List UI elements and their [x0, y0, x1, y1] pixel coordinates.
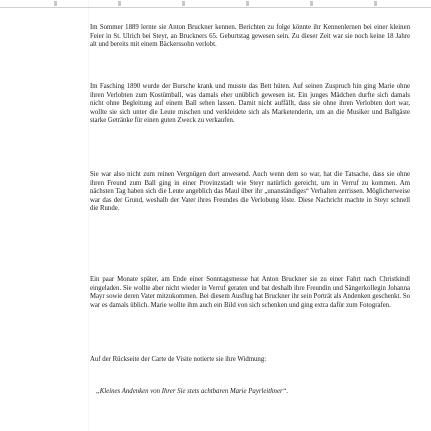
paragraph-first-meeting: Im Sommer 1889 lernte sie Anton Bruckner kennen. Berichten zu folge könnte ihr Kennenlernen bei einer kleinen Feier in St. Ulrich bei Steyr, an Bruckners 65. Geburtstag gewesen sein. Zu dieser Zeit war sie noch keine 18 Jahre alt und bereits mit einem Bäckerssohn verlobt.: [90, 24, 410, 49]
page-edge-mark: [54, 1, 57, 6]
paragraph-dedication-intro: Auf der Rückseite der Carte de Visite notierte sie ihre Widmung:: [90, 356, 267, 363]
paragraph-christkindl-trip: Ein paar Monate später, am Ende einer Sonntagsmesse hat Anton Bruckner sie zu einer Fahrt nach Christkindl eingeladen. Sie wollte aber nicht wieder in Verruf geraten und bat deshalb ihre Freundin und Sängerkollegin Johanna Mayr sowie deren Vater mitzukommen. Bei diesem Ausflug hat Bruckner ihr sein Porträt als Andenken geschenkt. So war es damals üblich. Marie wollte ihm auch ein Bild von sich schenken und ging extra dafür zum Fotografen.: [90, 276, 411, 309]
dedication-quote: „Kleines Andenken von Ihrer Sie stets achtbaren Marie Payrleithner“.: [96, 388, 289, 395]
paragraph-fasching-ball: Im Fasching 1890 wurde der Bursche krank und musste das Bett hüten. Auf seinen Zuspruch hin ging Marie ohne ihren Verlobten zum Kostümball, was damals eher unüblich gewesen ist. Ein junges Mädchen durfte sich damals nicht ohne Begleitung auf einem Ball sehen lassen. Damit nicht auffällt, dass sie ohne ihren Verlobten dort war, wollte sie sich unter die Leute mischen und verkleidete sich als Marketenderin, um an die Musiker und Ballgäste starke Getränke für einen guten Zweck zu verkaufen.: [90, 83, 410, 125]
page-edge-mark: [182, 1, 185, 6]
page-edge-mark: [310, 1, 313, 6]
page-edge-mark: [374, 1, 377, 6]
page-edge-mark: [118, 1, 121, 6]
paragraph-reputation: Sie war also nicht zum reinen Vergnügen dort anwesend. Auch wenn dem so war, hat die Tatsache, dass sie ohne ihren Freund zum Ball ging in einer Provinzstadt wie Steyr natürlich gereicht, um in Verruf zu kommen. Am nächsten Tag haben sich die Leute angeblich das Maul über ihr „unanständiges“ Verhalten zerrissen. Möglicherweise war das der Grund, weshalb der Vater ihres Freundes die Verlobung löste. Diese Nachricht machte in Steyr schnell die Runde.: [90, 171, 410, 213]
scan-shadow: [88, 0, 89, 431]
previous-page-edge: [0, 0, 431, 8]
page-edge-mark: [246, 1, 249, 6]
